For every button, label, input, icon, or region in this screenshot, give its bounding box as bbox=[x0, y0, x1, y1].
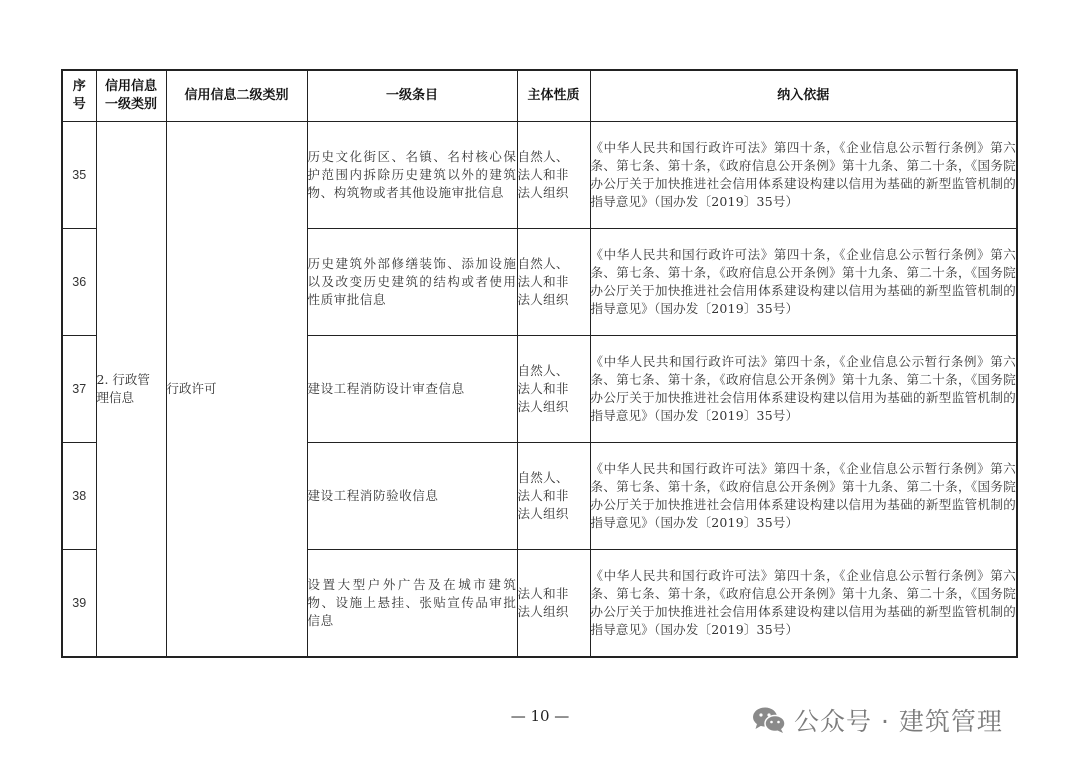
row-subject-line-2: 法人和非 bbox=[517, 274, 569, 289]
watermark-text: 公众号 · 建筑管理 bbox=[794, 707, 1003, 736]
row-subject-line-1: 法人和非 bbox=[517, 586, 569, 601]
row-item: 历史文化街区、名镇、名村核心保护范围内拆除历史建筑以外的建筑物、构筑物或者其他设施审批信息 bbox=[307, 122, 517, 229]
wechat-icon bbox=[752, 706, 786, 734]
row-basis: 《中华人民共和国行政许可法》第四十条，《企业信息公示暂行条例》第六条、第七条、第十条，《政府信息公开条例》第十九条、第二十条，《国务院办公厅关于加快推进社会信用体系建设构建以信用为基础的新型监管机制的指导意见》（国办发〔2019〕35号） bbox=[590, 443, 1017, 550]
row-seq: 36 bbox=[62, 229, 96, 336]
row-subject-line-2: 法人组织 bbox=[517, 604, 569, 619]
header-category2: 信用信息二级类别 bbox=[166, 70, 307, 122]
row-subject-line-3: 法人组织 bbox=[517, 399, 569, 414]
row-subject-line-2: 法人和非 bbox=[517, 381, 569, 396]
row-item: 设置大型户外广告及在城市建筑物、设施上悬挂、张贴宣传品审批信息 bbox=[307, 550, 517, 658]
table-row bbox=[62, 122, 1017, 229]
category1-line-1: 2. 行政管 bbox=[96, 372, 150, 387]
header-category1 bbox=[96, 70, 166, 122]
row-item: 历史建筑外部修缮装饰、添加设施以及改变历史建筑的结构或者使用性质审批信息 bbox=[307, 229, 517, 336]
watermark bbox=[752, 700, 1003, 740]
row-item: 建设工程消防设计审查信息 bbox=[307, 336, 517, 443]
row-subject bbox=[517, 550, 590, 658]
row-item: 建设工程消防验收信息 bbox=[307, 443, 517, 550]
row-subject-line-1: 自然人、 bbox=[517, 149, 569, 164]
header-item: 一级条目 bbox=[307, 70, 517, 122]
row-subject bbox=[517, 336, 590, 443]
row-basis: 《中华人民共和国行政许可法》第四十条，《企业信息公示暂行条例》第六条、第七条、第十条，《政府信息公开条例》第十九条、第二十条，《国务院办公厅关于加快推进社会信用体系建设构建以信用为基础的新型监管机制的指导意见》（国办发〔2019〕35号） bbox=[590, 229, 1017, 336]
row-subject-line-1: 自然人、 bbox=[517, 256, 569, 271]
row-subject-line-3: 法人组织 bbox=[517, 506, 569, 521]
header-seq-line-2: 号 bbox=[72, 97, 86, 112]
header-seq bbox=[62, 70, 96, 122]
table-header-row bbox=[62, 70, 1017, 122]
row-subject bbox=[517, 229, 590, 336]
credit-info-table bbox=[61, 69, 1018, 658]
header-seq-line-1: 序 bbox=[72, 79, 86, 94]
row-subject-line-2: 法人和非 bbox=[517, 167, 569, 182]
row-subject-line-1: 自然人、 bbox=[517, 363, 569, 378]
row-basis: 《中华人民共和国行政许可法》第四十条，《企业信息公示暂行条例》第六条、第七条、第十条，《政府信息公开条例》第十九条、第二十条，《国务院办公厅关于加快推进社会信用体系建设构建以信用为基础的新型监管机制的指导意见》（国办发〔2019〕35号） bbox=[590, 122, 1017, 229]
category2-cell: 行政许可 bbox=[166, 122, 307, 658]
row-seq: 38 bbox=[62, 443, 96, 550]
row-subject bbox=[517, 443, 590, 550]
row-subject-line-1: 自然人、 bbox=[517, 470, 569, 485]
header-category1-line-1: 信用信息 bbox=[104, 79, 157, 94]
header-basis: 纳入依据 bbox=[590, 70, 1017, 122]
row-subject-line-3: 法人组织 bbox=[517, 185, 569, 200]
category1-line-2: 理信息 bbox=[96, 390, 135, 405]
category1-cell bbox=[96, 122, 166, 658]
row-basis: 《中华人民共和国行政许可法》第四十条，《企业信息公示暂行条例》第六条、第七条、第十条，《政府信息公开条例》第十九条、第二十条，《国务院办公厅关于加快推进社会信用体系建设构建以信用为基础的新型监管机制的指导意见》（国办发〔2019〕35号） bbox=[590, 550, 1017, 658]
row-subject bbox=[517, 122, 590, 229]
row-seq: 35 bbox=[62, 122, 96, 229]
row-basis: 《中华人民共和国行政许可法》第四十条，《企业信息公示暂行条例》第六条、第七条、第十条，《政府信息公开条例》第十九条、第二十条，《国务院办公厅关于加快推进社会信用体系建设构建以信用为基础的新型监管机制的指导意见》（国办发〔2019〕35号） bbox=[590, 336, 1017, 443]
row-seq: 39 bbox=[62, 550, 96, 658]
row-subject-line-2: 法人和非 bbox=[517, 488, 569, 503]
header-subject: 主体性质 bbox=[517, 70, 590, 122]
row-subject-line-3: 法人组织 bbox=[517, 292, 569, 307]
page-number: — 10 — bbox=[510, 707, 570, 725]
row-seq: 37 bbox=[62, 336, 96, 443]
header-category1-line-2: 一级类别 bbox=[104, 97, 157, 112]
